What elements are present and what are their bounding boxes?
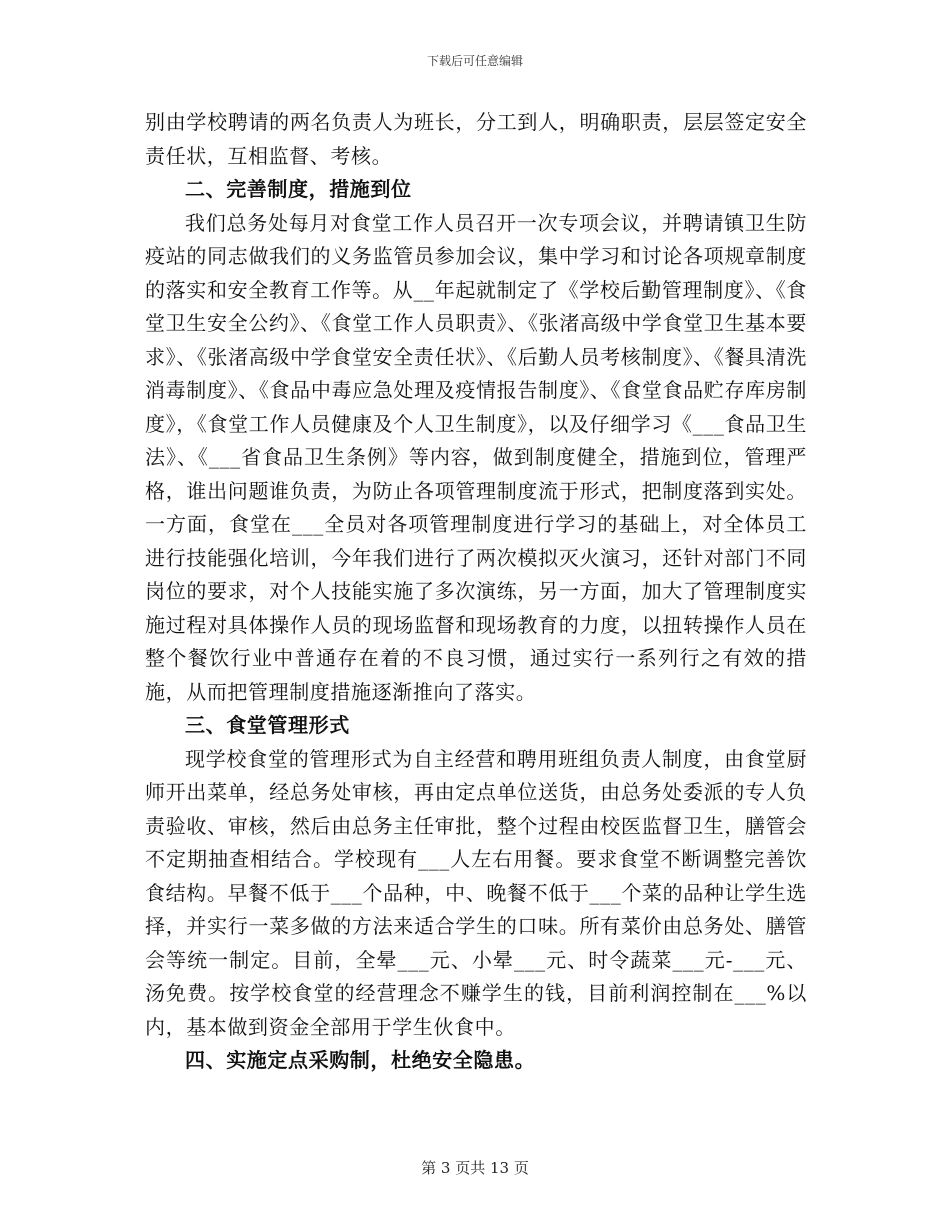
section-heading: 二、完善制度，措施到位 [185, 177, 412, 201]
paragraph: 我们总务处每月对食堂工作人员召开一次专项会议，并聘请镇卫生防疫站的同志做我们的义务监管员参加会议，集中学习和讨论各项规章制度的落实和安全教育工作等。从__年起就制定了《学校后勤管理制度》、《食堂卫生安全公约》、《食堂工作人员职责》、《张渚高级中学食堂卫生基本要求》、《张渚高级中学食堂安全责任状》、《后勤人员考核制度》、《餐具清洗消毒制度》、《食品中毒应急处理及疫情报告制度》、《食堂食品贮存库房制度》，《食堂工作人员健康及个人卫生制度》，以及仔细学习《___食品卫生法》、《___省食品卫生条例》等内容，做到制度健全，措施到位，管理严格，谁出问题谁负责，为防止各项管理制度流于形式，把制度落到实处。一方面，食堂在___全员对各项管理制度进行学习的基础上，对全体员工进行技能强化培训，今年我们进行了两次模拟灭火演习，还针对部门不同岗位的要求，对个人技能实施了多次演练，另一方面，加大了管理制度实施过程对具体操作人员的现场监督和现场教育的力度，以扭转操作人员在整个餐饮行业中普通存在着的不良习惯，通过实行一系列行之有效的措施，从而把管理制度措施逐渐推向了落实。 [145, 210, 807, 704]
paragraph: 别由学校聘请的两名负责人为班长，分工到人，明确职责，层层签定安全责任状，互相监督、考核。 [145, 110, 807, 168]
page-header: 下载后可任意编辑 [426, 54, 523, 68]
document-body [145, 106, 807, 1078]
section-heading: 三、食堂管理形式 [185, 713, 350, 737]
page-footer: 第 3 页共 13 页 [421, 1159, 529, 1177]
paragraph: 现学校食堂的管理形式为自主经营和聘用班组负责人制度，由食堂厨师开出菜单，经总务处审核，再由定点单位送货，由总务处委派的专人负责验收、审核，然后由总务主任审批，整个过程由校医监督卫生，膳管会不定期抽查相结合。学校现有___人左右用餐。要求食堂不断调整完善饮食结构。早餐不低于___个品种，中、晚餐不低于___个菜的品种让学生选择，并实行一菜多做的方法来适合学生的口味。所有菜价由总务处、膳管会等统一制定。目前，全晕___元、小晕___元、时令蔬菜___元-___元、汤免费。按学校食堂的经营理念不赚学生的钱，目前利润控制在___%以内，基本做到资金全部用于学生伙食中。 [145, 746, 807, 1039]
section-heading: 四、实施定点采购制，杜绝安全隐患。 [185, 1048, 536, 1072]
